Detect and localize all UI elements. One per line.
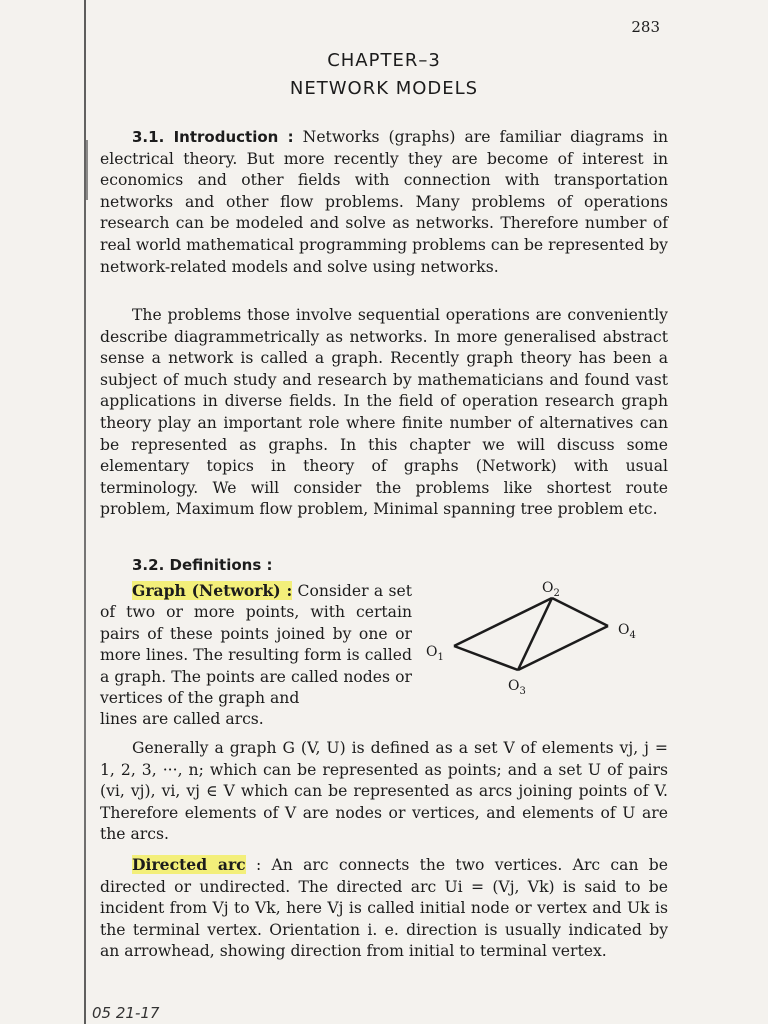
definitions-heading: 3.2. Definitions :	[132, 556, 273, 574]
graph-definition-tail: lines are called arcs.	[100, 710, 264, 728]
intro-paragraph-1	[100, 127, 668, 278]
margin-mark	[86, 140, 88, 200]
arc-o3-o1	[454, 646, 518, 670]
directed-arc-term: Directed arc	[132, 855, 246, 874]
graph-definition	[100, 580, 412, 709]
node-o1-label: $O_1$	[426, 644, 444, 663]
node-o2-label: $O_2$	[542, 580, 560, 599]
arc-o1-o2	[454, 598, 552, 646]
intro-paragraph-2: The problems those involve sequential operations are conveniently describe diagrammetrically as networks. In more generalised abstract sense a network is called a graph. Recently graph theory has been a subject of much study and research by mathematicians and found vast applications in diverse fields. In the field of operation research graph theory play an important role where finite number of alternatives can be represented as graphs. In this chapter we will discuss some elementary topics in theory of graphs (Network) with usual terminology. We will consider the problems like shortest route problem, Maximum flow problem, Minimal spanning tree problem etc.	[100, 306, 668, 519]
intro-heading: 3.1. Introduction :	[132, 128, 294, 146]
general-graph-paragraph: Generally a graph G (V, U) is defined as a set V of elements vj, j = 1, 2, 3, ···, n; which can be represented as points; and a set U of pairs (vi, vj), vi, vj ∈ V which can be represented as arcs joining points of V. Therefore elements of V are nodes or vertices, and elements of U are the arcs.	[100, 739, 668, 844]
arc-o4-o3	[518, 626, 608, 670]
arc-o2-o4	[552, 598, 608, 626]
intro-paragraph-1-text: Networks (graphs) are familiar diagrams in electrical theory. But more recently they are become of interest in economics and other fields with connection with transportation networks and other flow problems. Many problems of operations research can be modeled and solve as networks. Therefore number of real world mathematical programming problems can be represented by network-related models and solve using networks.	[100, 128, 668, 276]
graph-term: Graph (Network) :	[132, 581, 293, 600]
chapter-label: CHAPTER–3	[327, 50, 441, 71]
arc-o2-o3	[518, 598, 552, 670]
directed-arc-text: : An arc connects the two vertices. Arc can be directed or undirected. The directed arc Ui = (Vj, Vk) is said to be incident from Vj to Vk, here Vj is called initial node or vertex and Uk is the terminal vertex. Orientation i. e. direction is usually indicated by an arrowhead, showing direction from initial to terminal vertex.	[100, 856, 668, 961]
node-o3-label: $O_3$	[508, 678, 526, 697]
node-o4-label: $O_4$	[618, 622, 636, 641]
chapter-title: NETWORK MODELS	[289, 78, 479, 99]
page-number: 283	[631, 18, 660, 36]
footer-handwriting: 05 21-17	[92, 1004, 160, 1022]
graph-definition-text: Consider a set of two or more points, with certain pairs of these points joined by one or more lines. The resulting form is called a graph. The points are called nodes or vertices of the graph and	[100, 582, 412, 708]
directed-arc-paragraph	[100, 854, 668, 963]
graph-figure	[420, 580, 660, 710]
